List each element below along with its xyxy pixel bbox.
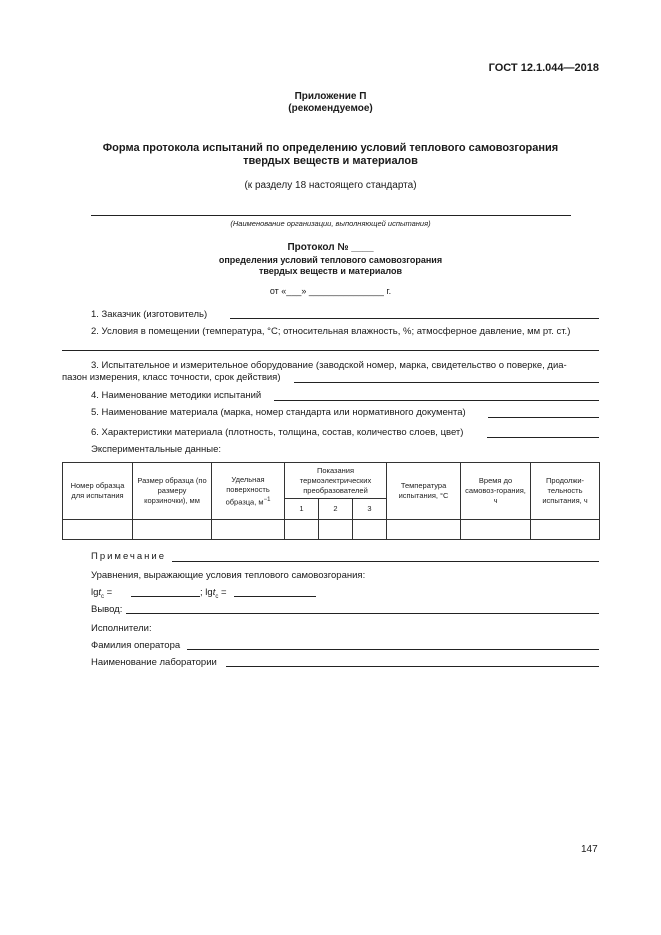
item-room-conditions: 2. Условия в помещении (температура, °С; относительная влажность, %; атмосферное давление, мм рт. ст.) <box>91 326 571 337</box>
equation-1-label <box>91 587 112 603</box>
equipment-field[interactable] <box>294 382 599 383</box>
appendix-title: Приложение П <box>294 91 367 102</box>
table-cell[interactable] <box>63 520 133 540</box>
col-thermocouple-readings: Показания термоэлектрических преобразователей <box>285 463 387 499</box>
form-title-line2: твердых веществ и материалов <box>243 155 418 167</box>
standard-number: ГОСТ 12.1.044—2018 <box>488 62 599 74</box>
equation-2-label <box>200 587 227 603</box>
item-customer: 1. Заказчик (изготовитель) <box>91 309 208 320</box>
room-conditions-field[interactable] <box>62 350 599 351</box>
item-equipment-line1: 3. Испытательное и измерительное оборудование (заводской номер, марка, свидетельство о поверке, диа- <box>91 360 567 371</box>
col-sample-number: Номер образца для испытания <box>63 463 133 520</box>
lg-text: lg <box>91 587 99 598</box>
conclusion-label: Вывод: <box>91 604 123 615</box>
material-props-field[interactable] <box>487 437 599 438</box>
t-variable: t <box>98 587 102 598</box>
table-cell[interactable] <box>531 520 600 540</box>
item-method: 4. Наименование методики испытаний <box>91 390 262 401</box>
separator: ; <box>200 587 203 598</box>
operator-field[interactable] <box>187 649 599 650</box>
protocol-date: от «___» _______________ г. <box>269 286 392 296</box>
customer-field[interactable] <box>230 318 599 319</box>
table-row <box>63 520 600 540</box>
protocol-title: Протокол № ____ <box>287 242 374 253</box>
table-cell[interactable] <box>133 520 212 540</box>
table-cell[interactable] <box>387 520 461 540</box>
operator-label: Фамилия оператора <box>91 640 181 651</box>
method-field[interactable] <box>274 400 599 401</box>
sub-col-1: 1 <box>285 499 319 520</box>
material-name-field[interactable] <box>488 417 599 418</box>
note-label: Примечание <box>91 551 166 562</box>
protocol-subtitle-2: твердых веществ и материалов <box>258 266 402 276</box>
experimental-data-table <box>62 462 600 540</box>
appendix-subtitle: (рекомендуемое) <box>288 103 373 114</box>
experimental-data-label: Экспериментальные данные: <box>91 444 222 455</box>
equals-sign: = <box>218 587 227 598</box>
laboratory-label: Наименование лаборатории <box>91 657 217 668</box>
table-cell[interactable] <box>319 520 353 540</box>
protocol-subtitle-1: определения условий теплового самовозгорания <box>218 255 443 265</box>
equals-sign: = <box>104 587 113 598</box>
organization-field[interactable] <box>91 215 571 216</box>
organization-caption: (Наименование организации, выполняющей испытания) <box>230 219 431 228</box>
sub-col-2: 2 <box>319 499 353 520</box>
col-specific-surface-unit: −1 <box>263 496 271 503</box>
sub-col-3: 3 <box>353 499 387 520</box>
t-variable: t <box>212 587 216 598</box>
conclusion-field[interactable] <box>126 613 599 614</box>
item-equipment-line2: пазон измерения, класс точности, срок действия) <box>62 372 281 383</box>
col-sample-size: Размер образца (по размеру корзиночки), мм <box>133 463 212 520</box>
equations-label: Уравнения, выражающие условия теплового самовозгорания: <box>91 570 366 581</box>
c-subscript: c <box>215 593 219 600</box>
lg-text: lg <box>205 587 213 598</box>
col-test-temperature: Температура испытания, °С <box>387 463 461 520</box>
form-reference: (к разделу 18 настоящего стандарта) <box>244 180 417 191</box>
col-specific-surface-label: Удельная поверхность образца, м <box>225 474 270 507</box>
item-material-name: 5. Наименование материала (марка, номер стандарта или нормативного документа) <box>91 407 466 418</box>
col-test-duration: Продолжи-тельность испытания, ч <box>531 463 600 520</box>
col-ignition-time: Время до самовоз-горания, ч <box>461 463 531 520</box>
c-subscript: c <box>101 593 105 600</box>
note-field[interactable] <box>172 561 599 562</box>
performers-label: Исполнители: <box>91 623 152 634</box>
equation-1-field[interactable] <box>131 596 200 597</box>
equation-2-field[interactable] <box>234 596 316 597</box>
table-cell[interactable] <box>461 520 531 540</box>
col-specific-surface <box>212 463 285 520</box>
table-cell[interactable] <box>285 520 319 540</box>
item-material-props: 6. Характеристики материала (плотность, толщина, состав, количество слоев, цвет) <box>91 427 464 438</box>
table-cell[interactable] <box>353 520 387 540</box>
table-cell[interactable] <box>212 520 285 540</box>
laboratory-field[interactable] <box>226 666 599 667</box>
form-title-line1: Форма протокола испытаний по определению условий теплового самовозгорания <box>102 142 559 154</box>
page-number: 147 <box>581 844 598 855</box>
